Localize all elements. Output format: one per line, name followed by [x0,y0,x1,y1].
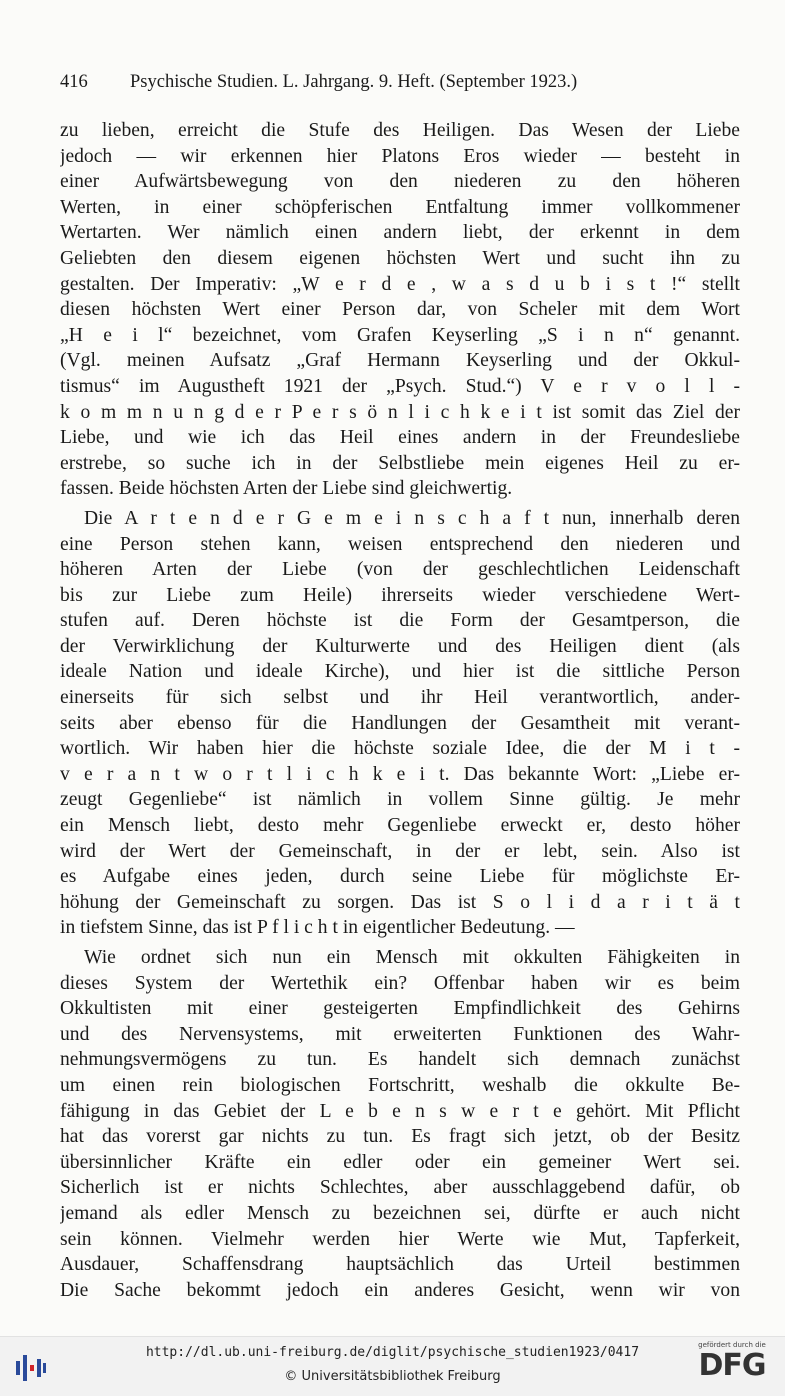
text-line: dieses System der Wertethik ein? Offenbar haben wir es beim [60,972,740,994]
text-line: diesen höchsten Wert einer Person dar, von Scheler mit dem Wort [60,299,740,321]
text-line: fassen. Beide höchsten Arten der Liebe sind gleichwertig. [60,478,513,500]
text-line: höhung der Gemeinschaft zu sorgen. Das ist S o l i d a r i t ä t [60,891,740,913]
text-line: bis zur Liebe zum Heile) ihrerseits wieder verschiedene Wert- [60,584,740,606]
text-line: „H e i l“ bezeichnet, vom Grafen Keyserling „S i n n“ genannt. [60,324,740,346]
text-line: stufen auf. Deren höchste ist die Form der Gesamtperson, die [60,610,740,632]
text-line: Sicherlich ist er nichts Schlechtes, aber ausschlaggebend dafür, ob [60,1177,740,1199]
text-line: um einen rein biologischen Fortschritt, weshalb die okkulte Be- [60,1074,740,1096]
text-line: der Verwirklichung der Kulturwerte und des Heiligen dient (als [60,635,740,657]
text-line: Geliebten den diesem eigenen höchsten Wert und sucht ihn zu [60,247,740,269]
text-line: einer Aufwärtsbewegung von den niederen zu den höheren [60,171,740,193]
text-line: Liebe, und wie ich das Heil eines andern in der Freundesliebe [60,427,740,449]
text-line: wird der Wert der Gemeinschaft, in der er lebt, sein. Also ist [60,840,740,862]
text-line: übersinnlicher Kräfte ein edler oder ein gemeiner Wert sei. [60,1151,740,1173]
text-line: fähigung in das Gebiet der L e b e n s w e r t e gehört. Mit Pflicht [60,1100,740,1122]
viewer-footer [0,1336,785,1396]
text-line: zeugt Gegenliebe“ ist nämlich in vollem Sinne gültig. Je mehr [60,789,740,811]
text-line: Die A r t e n d e r G e m e i n s c h a f t nun, innerhalb deren [84,507,740,529]
page-number: 416 [60,72,88,92]
text-line: Wie ordnet sich nun ein Mensch mit okkulten Fähigkeiten in [84,947,740,968]
copyright-notice: © Universitätsbibliothek Freiburg [284,1369,501,1384]
text-line: wortlich. Wir haben hier die höchste soziale Idee, die der M i t - [60,738,740,760]
dfg-logo [687,1341,777,1393]
text-line: tismus“ im Augustheft 1921 der „Psych. Stud.“) V e r v o l l - [60,375,740,397]
text-line: Okkultisten mit einer gesteigerten Empfindlichkeit des Gehirns [60,998,740,1020]
text-line: Werten, in einer schöpferischen Entfaltung immer vollkommener [60,196,740,218]
text-line: k o m m n u n g d e r P e r s ö n l i c h k e i t ist somit das Ziel der [60,401,740,423]
text-line: sein können. Vielmehr werden hier Werte wie Mut, Tapferkeit, [60,1228,740,1250]
running-title: Psychische Studien. L. Jahrgang. 9. Heft. (September 1923.) [130,72,578,92]
text-line: in tiefstem Sinne, das ist P f l i c h t in eigentlicher Bedeutung. — [60,917,575,939]
text-line: seits aber ebenso für die Handlungen der Gesamtheit mit verant- [60,712,740,734]
text-line: v e r a n t w o r t l i c h k e i t. Das bekannte Wort: „Liebe er- [60,763,740,785]
permalink-url[interactable]: http://dl.ub.uni-freiburg.de/diglit/psychische_studien1923/0417 [145,1345,640,1360]
text-line: ideale Nation und ideale Kirche), und hier ist die sittliche Person [60,661,740,683]
dfg-wordmark: DFG [698,1348,766,1383]
text-line: erstrebe, so suche ich in der Selbstliebe mein eigenes Heil zu er- [60,452,740,474]
text-line: ein Mensch liebt, desto mehr Gegenliebe erweckt er, desto höher [60,815,740,837]
body-text [60,118,740,1303]
text-line: nehmungsvermögens zu tun. Es handelt sich demnach zunächst [60,1049,740,1071]
text-line: eine Person stehen kann, weisen entsprechend den niederen und [60,533,740,555]
text-line: es Aufgabe eines jeden, durch seine Liebe für möglichste Er- [60,866,740,888]
text-line: Wertarten. Wer nämlich einen andern liebt, der erkennt in dem [60,222,740,244]
text-line: (Vgl. meinen Aufsatz „Graf Hermann Keyserling und der Okkul- [60,350,740,372]
text-line: hat das vorerst gar nichts zu tun. Es fragt sich jetzt, ob der Besitz [60,1126,740,1148]
text-line: Ausdauer, Schaffensdrang hauptsächlich das Urteil bestimmen [60,1254,740,1276]
text-line: Die Sache bekommt jedoch ein anderes Gesicht, wenn wir von [60,1279,740,1301]
text-line: zu lieben, erreicht die Stufe des Heiligen. Das Wesen der Liebe [60,120,740,141]
text-line: und des Nervensystems, mit erweiterten Funktionen des Wahr- [60,1023,740,1045]
text-line: höheren Arten der Liebe (von der geschlechtlichen Leidenschaft [60,559,740,581]
running-head [60,72,740,93]
text-line: einerseits für sich selbst und ihr Heil verantwortlich, ander- [60,687,740,709]
text-line: gestalten. Der Imperativ: „W e r d e , w a s d u b i s t !“ stellt [60,273,740,295]
text-line: jemand als edler Mensch zu bezeichnen sei, dürfte er auch nicht [60,1202,740,1224]
dfg-funding-label: gefördert durch die [698,1341,766,1349]
text-line: jedoch — wir erkennen hier Platons Eros wieder — besteht in [60,145,740,167]
